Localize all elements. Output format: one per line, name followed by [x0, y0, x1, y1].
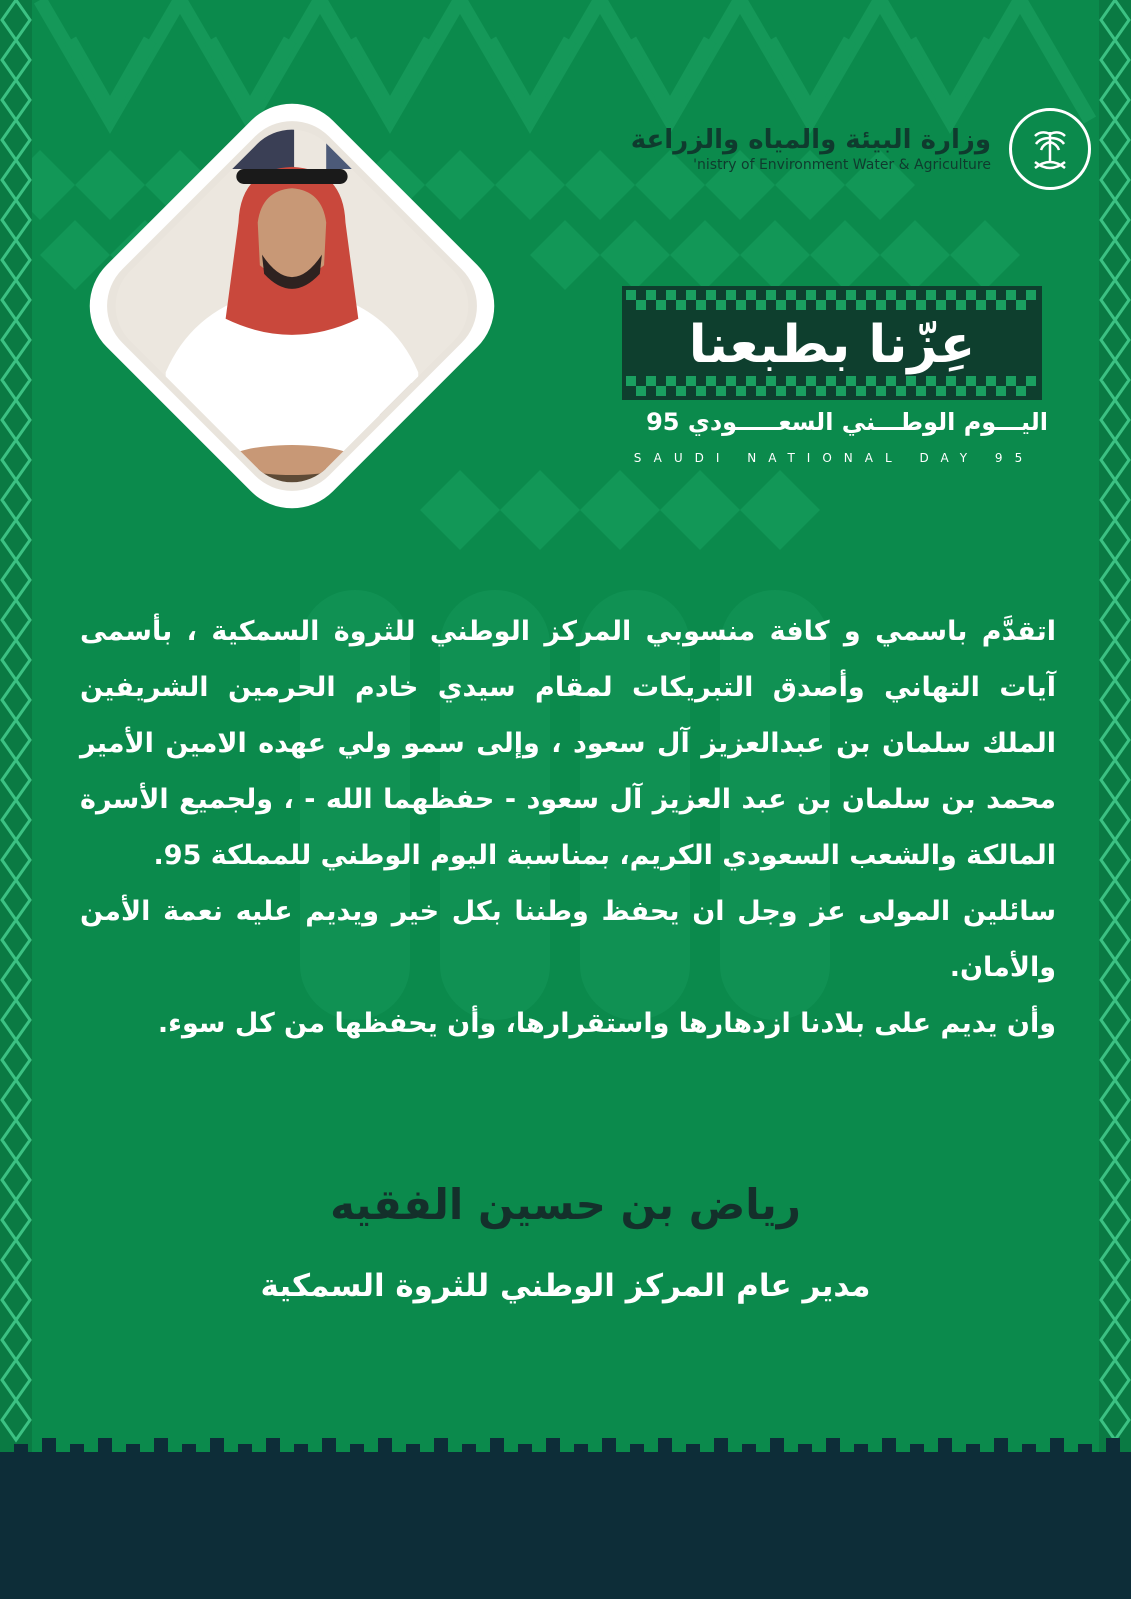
message-paragraph-1: اتقدَّم باسمي و كافة منسوبي المركز الوطني للثروة السمكية ، بأسمى آيات التهاني وأصدق التبريكات لمقام سيدي خادم الحرمين الشريفين الملك سلمان بن عبدالعزيز آل سعود ، وإلى سمو ولي عهده الامين الأمير محمد بن سلمان بن عبد العزيز آل سعود - حفظهما الله - ، ولجميع الأسرة المالكة والشعب السعودي الكريم، بمناسبة اليوم الوطني للمملكة 95.: [80, 616, 1056, 871]
ministry-logo: [631, 108, 1091, 190]
message-paragraph-2: سائلين المولى عز وجل ان يحفظ وطننا بكل خير ويديم عليه نعمة الأمن والأمان.: [80, 896, 1056, 983]
ministry-logo-text: [631, 124, 991, 174]
national-day-slogan: عِزّنا بطبعنا: [688, 315, 976, 375]
palm-swords-emblem-icon: [1009, 108, 1091, 190]
national-day-banner: [622, 286, 1042, 400]
greeting-message: [80, 604, 1056, 1052]
ministry-name-ar: وزارة البيئة والمياه والزراعة: [630, 125, 991, 155]
left-border-pattern: [0, 0, 32, 1470]
national-day-subtitle-ar: اليـــوم الوطـــني السعـــــودي 95: [646, 408, 1048, 436]
national-day-subtitle-en: SAUDI NATIONAL DAY 95: [633, 451, 1035, 465]
signatory-name: رياض بن حسين الفقيه: [330, 1180, 801, 1229]
signatory-title: مدير عام المركز الوطني للثروة السمكية: [260, 1268, 871, 1304]
director-photo: [64, 78, 520, 534]
right-border-pattern: [1099, 0, 1131, 1470]
footer-band: [0, 1459, 1131, 1599]
message-paragraph-3: وأن يديم على بلادنا ازدهارها واستقرارها، وأن يحفظها من كل سوء.: [157, 1008, 1056, 1039]
ministry-name-en: 'nistry of Environment Water & Agriculture: [693, 157, 991, 173]
